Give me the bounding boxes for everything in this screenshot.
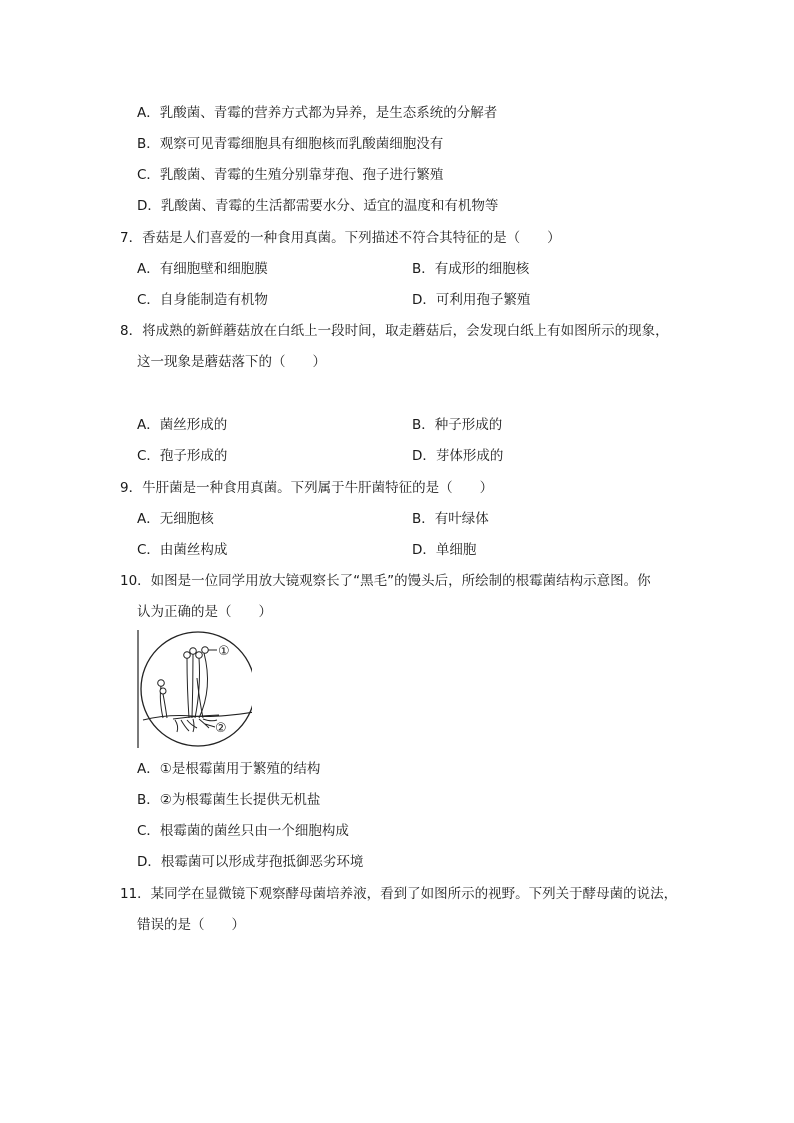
q6-option-d: D．乳酸菌、青霉的生活都需要水分、适宜的温度和有机物等 <box>137 198 499 214</box>
q7-stem: 7．香菇是人们喜爱的一种食用真菌。下列描述不符合其特征的是（ ） <box>120 230 561 246</box>
sporangium-4 <box>202 647 209 654</box>
q6-option-a: A．乳酸菌、青霉的营养方式都为异养，是生态系统的分解者 <box>137 105 498 121</box>
q9-stem: 9．牛肝菌是一种食用真菌。下列属于牛肝菌特征的是（ ） <box>120 480 494 496</box>
q10-stem-line2: 认为正确的是（ ） <box>137 604 272 620</box>
sporangium-2 <box>190 648 197 655</box>
q9-option-a: A．无细胞核 <box>137 511 214 527</box>
sporangiophore-1 <box>187 658 189 718</box>
sporangium-5 <box>158 680 165 687</box>
q9-option-d: D．单细胞 <box>412 542 477 558</box>
q10-option-c: C．根霉菌的菌丝只由一个细胞构成 <box>137 823 349 839</box>
q7-option-c: C．自身能制造有机物 <box>137 292 268 308</box>
q11-stem-line1: 11．某同学在显微镜下观察酵母菌培养液，看到了如图所示的视野。下列关于酵母菌的说法， <box>120 886 678 902</box>
rhizopus-diagram-svg <box>137 628 252 750</box>
q7-option-d: D．可利用孢子繁殖 <box>412 292 531 308</box>
sporangiophore-3 <box>195 658 200 718</box>
q10-option-b: B．②为根霉菌生长提供无机盐 <box>137 792 321 808</box>
sporangiophore-7 <box>163 694 167 718</box>
label-2: ② <box>215 721 227 736</box>
q8-option-b: B．种子形成的 <box>412 417 503 433</box>
q6-option-c: C．乳酸菌、青霉的生殖分别靠芽孢、孢子进行繁殖 <box>137 167 444 183</box>
magnifier-circle <box>141 632 252 746</box>
q8-stem-line1: 8．将成熟的新鲜蘑菇放在白纸上一段时间，取走蘑菇后，会发现白纸上有如图所示的现象， <box>120 323 669 339</box>
q11-stem-line2: 错误的是（ ） <box>137 917 245 933</box>
rhizopus-diagram <box>137 628 252 750</box>
q8-option-a: A．菌丝形成的 <box>137 417 228 433</box>
sporangiophore-4 <box>199 653 208 718</box>
q10-option-d: D．根霉菌可以形成芽孢抵御恶劣环境 <box>137 854 364 870</box>
q8-stem-line2: 这一现象是蘑菇落下的（ ） <box>137 354 326 370</box>
sporangium-3 <box>196 652 203 659</box>
q6-option-b: B．观察可见青霉细胞具有细胞核而乳酸菌细胞没有 <box>137 136 444 152</box>
q8-option-d: D．芽体形成的 <box>412 448 504 464</box>
q8-option-c: C．孢子形成的 <box>137 448 228 464</box>
q9-option-c: C．由菌丝构成 <box>137 542 228 558</box>
label-1: ① <box>218 644 230 659</box>
q10-stem-line1: 10．如图是一位同学用放大镜观察长了“黑毛”的馒头后，所绘制的根霉菌结构示意图。你 <box>120 573 651 589</box>
sporangium-6 <box>160 688 166 694</box>
q10-option-a: A．①是根霉菌用于繁殖的结构 <box>137 761 321 777</box>
q7-option-a: A．有细胞壁和细胞膜 <box>137 261 268 277</box>
q7-option-b: B．有成形的细胞核 <box>412 261 530 277</box>
sporangium-1 <box>184 652 191 659</box>
sporangiophore-2 <box>192 654 193 718</box>
q9-option-b: B．有叶绿体 <box>412 511 489 527</box>
